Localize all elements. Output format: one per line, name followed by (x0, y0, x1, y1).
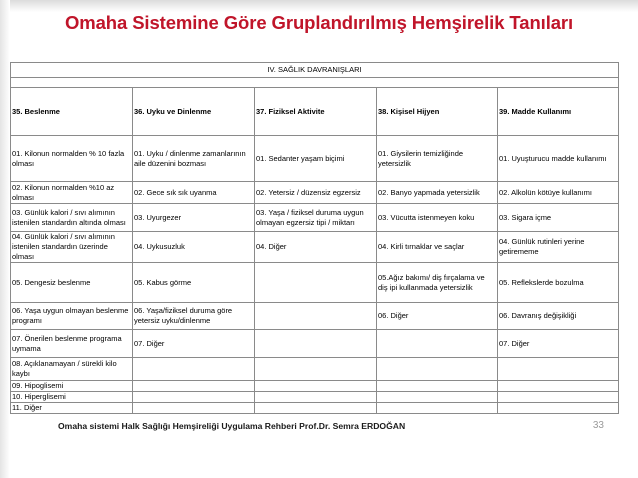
table-cell: 01. Sedanter yaşam biçimi (255, 136, 377, 182)
column-header: 36. Uyku ve Dinlenme (133, 88, 255, 136)
table-cell: 04. Kirli tırnaklar ve saçlar (377, 232, 498, 263)
table-row (11, 263, 619, 303)
table-cell: 05. Reflekslerde bozulma (498, 263, 619, 303)
table-cell: 06. Davranış değişikliği (498, 303, 619, 330)
table-cell: 01. Uyuşturucu madde kullanımı (498, 136, 619, 182)
table-section-row (11, 63, 619, 78)
column-header: 37. Fiziksel Aktivite (255, 88, 377, 136)
table-row (11, 392, 619, 403)
table-cell: 02. Banyo yapmada yetersizlik (377, 182, 498, 204)
table-cell (133, 381, 255, 392)
spacer-cell (11, 78, 619, 88)
table-row (11, 358, 619, 381)
table-cell (498, 403, 619, 414)
table-cell: 03. Vücutta istenmeyen koku (377, 204, 498, 232)
top-band (0, 0, 638, 12)
table-cell: 09. Hipoglisemi (11, 381, 133, 392)
table-row (11, 232, 619, 263)
table-spacer-row (11, 78, 619, 88)
table-cell: 04. Günlük kalori / sıvı alımının istenilen standardın üzerinde olması (11, 232, 133, 263)
table-cell (255, 392, 377, 403)
left-band (0, 0, 10, 478)
table-cell (133, 403, 255, 414)
table-cell: 01. Uyku / dinlenme zamanlarının aile düzenini bozması (133, 136, 255, 182)
table-row (11, 403, 619, 414)
table-row (11, 136, 619, 182)
table-cell (255, 330, 377, 358)
table-cell (255, 358, 377, 381)
table-cell: 10. Hiperglisemi (11, 392, 133, 403)
table-cell: 02. Alkolün kötüye kullanımı (498, 182, 619, 204)
table-cell: 06. Yaşa/fiziksel duruma göre yetersiz uyku/dinlenme (133, 303, 255, 330)
table-cell: 02. Yetersiz / düzensiz egzersiz (255, 182, 377, 204)
table-cell (377, 358, 498, 381)
table-cell: 05. Kabus görme (133, 263, 255, 303)
table-cell (255, 303, 377, 330)
table-cell (133, 358, 255, 381)
table-cell (377, 403, 498, 414)
table-row (11, 303, 619, 330)
table-cell: 05.Ağız bakımı/ diş fırçalama ve diş ipi kullanmada yetersizlik (377, 263, 498, 303)
table-cell: 08. Açıklanamayan / sürekli kilo kaybı (11, 358, 133, 381)
column-header: 39. Madde Kullanımı (498, 88, 619, 136)
table-cell (498, 381, 619, 392)
table-cell: 03. Uyurgezer (133, 204, 255, 232)
table-cell: 11. Diğer (11, 403, 133, 414)
slide-title: Omaha Sistemine Göre Gruplandırılmış Hemşirelik Tanıları (64, 12, 574, 33)
table-cell (255, 263, 377, 303)
table-cell: 01. Giysilerin temizliğinde yetersizlik (377, 136, 498, 182)
table-header-row (11, 88, 619, 136)
table-row (11, 330, 619, 358)
table-cell: 04. Günlük rutinleri yerine getirememe (498, 232, 619, 263)
table-cell: 06. Yaşa uygun olmayan beslenme programı (11, 303, 133, 330)
table-cell: 04. Uykusuzluk (133, 232, 255, 263)
table-cell: 03. Günlük kalori / sıvı alımının istenilen standardın altında olması (11, 204, 133, 232)
column-header: 35. Beslenme (11, 88, 133, 136)
table-cell: 03. Yaşa / fiziksel duruma uygun olmayan egzersiz tipi / miktarı (255, 204, 377, 232)
table-cell (377, 381, 498, 392)
table-cell (377, 330, 498, 358)
table-cell: 05. Dengesiz beslenme (11, 263, 133, 303)
table-cell: 04. Diğer (255, 232, 377, 263)
table-cell: 03. Sigara içme (498, 204, 619, 232)
table-cell: 02. Kilonun normalden %10 az olması (11, 182, 133, 204)
table-cell (377, 392, 498, 403)
table-cell: 06. Diğer (377, 303, 498, 330)
footer-text: Omaha sistemi Halk Sağlığı Hemşireliği Uygulama Rehberi Prof.Dr. Semra ERDOĞAN (58, 421, 406, 431)
page-number: 33 (592, 420, 604, 431)
section-header: IV. SAĞLIK DAVRANIŞLARI (11, 63, 619, 78)
table-cell: 02. Gece sık sık uyanma (133, 182, 255, 204)
table-row (11, 204, 619, 232)
table-row (11, 381, 619, 392)
column-header: 38. Kişisel Hijyen (377, 88, 498, 136)
table-cell (255, 403, 377, 414)
diagnosis-table (10, 62, 619, 414)
table-cell (498, 358, 619, 381)
table-cell: 01. Kilonun normalden % 10 fazla olması (11, 136, 133, 182)
table-cell (498, 392, 619, 403)
table-cell (255, 381, 377, 392)
table-row (11, 182, 619, 204)
table-cell: 07. Diğer (133, 330, 255, 358)
table-cell: 07. Diğer (498, 330, 619, 358)
table-cell: 07. Önerilen beslenme programa uymama (11, 330, 133, 358)
table-cell (133, 392, 255, 403)
